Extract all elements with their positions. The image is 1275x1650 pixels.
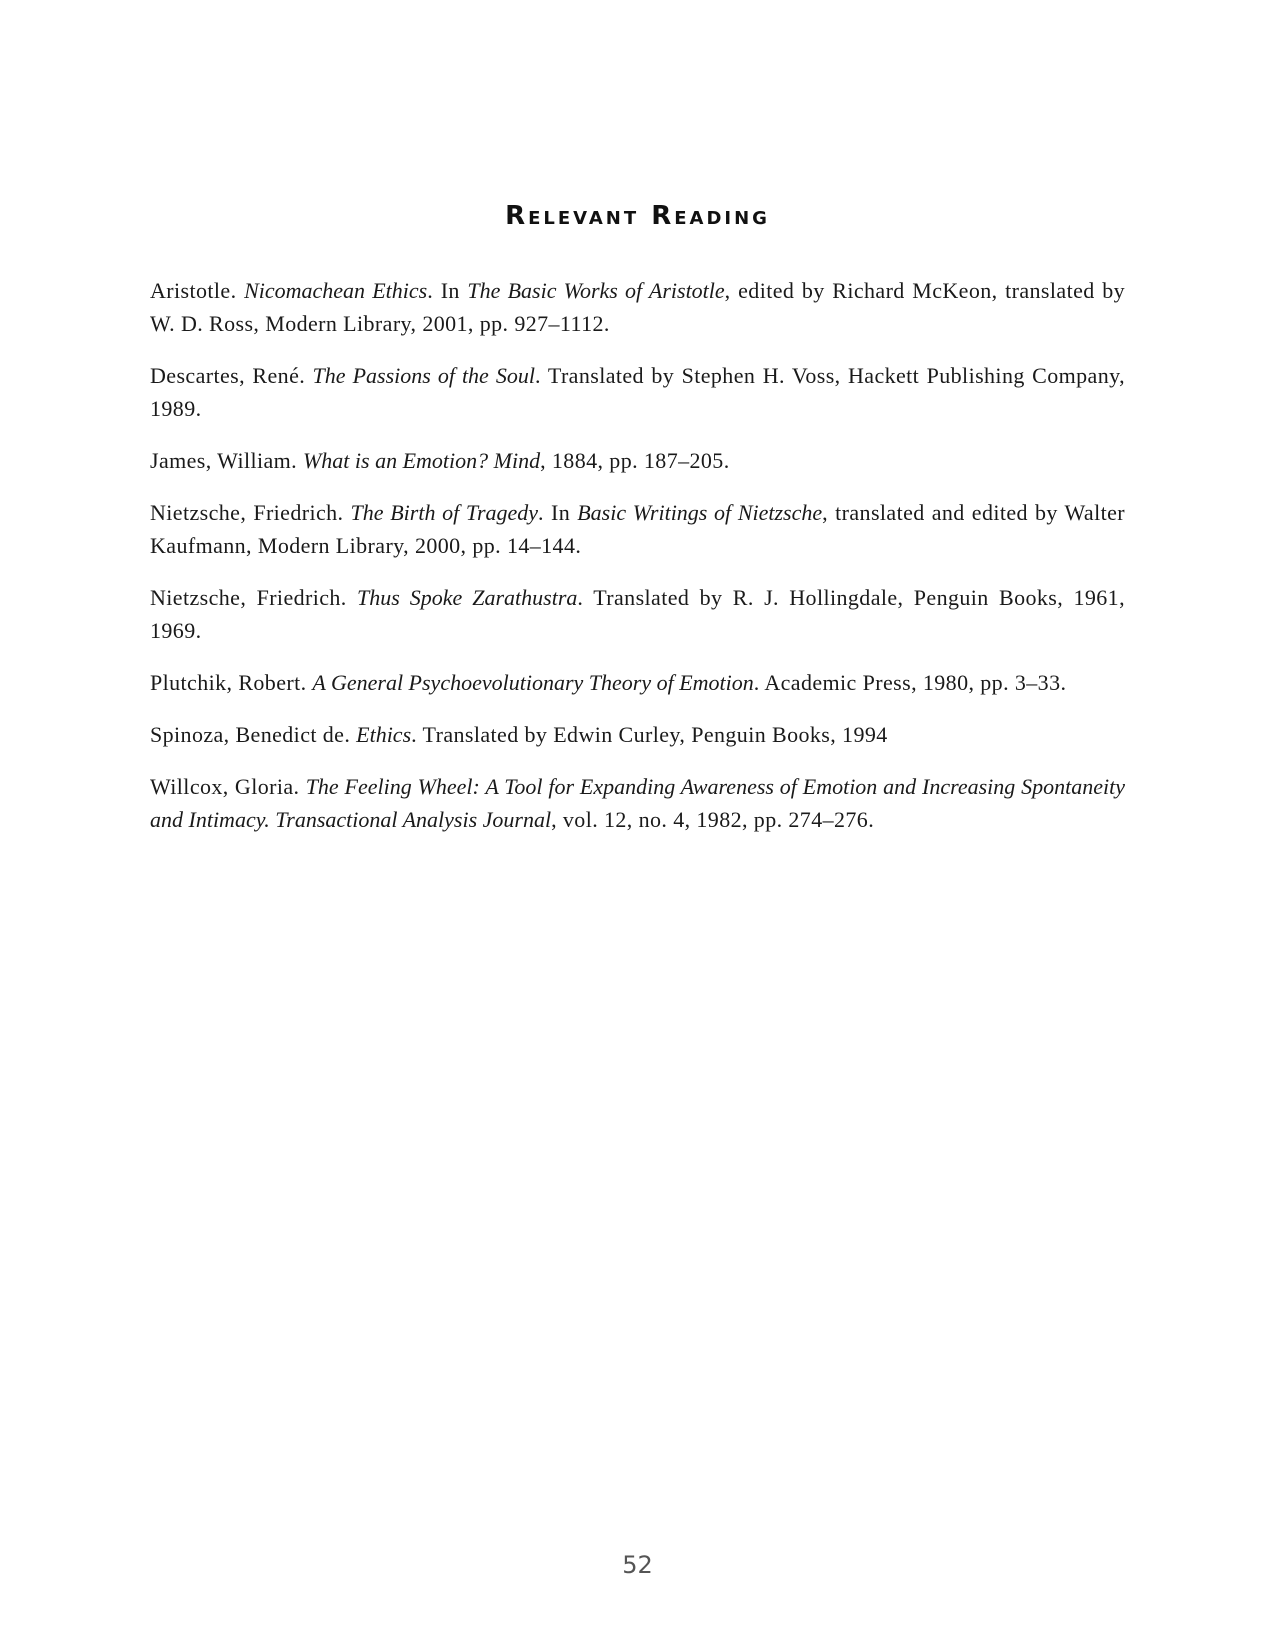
reference-title: Nicomachean Ethics: [244, 278, 428, 303]
reference-entry: [150, 444, 1125, 477]
reference-entry: [150, 274, 1125, 340]
reference-text: Willcox, Gloria.: [150, 774, 306, 799]
reference-text: . Translated by Stephen H. Voss, Hackett Publishing Company, 1989.: [150, 363, 1125, 421]
reference-text: Spinoza, Benedict de.: [150, 722, 357, 747]
reference-title: Basic Writings of Nietzsche: [577, 500, 823, 525]
reference-text: James, William.: [150, 448, 303, 473]
reference-entry: [150, 581, 1125, 647]
reference-text: Plutchik, Robert.: [150, 670, 313, 695]
reference-title: The Birth of Tragedy: [350, 500, 539, 525]
reference-title: The Basic Works of Aristotle: [467, 278, 725, 303]
reference-text: , translated and edited by Walter Kaufmann, Modern Library, 2000, pp. 14–144.: [150, 500, 1125, 558]
reference-text: . In: [427, 278, 468, 303]
reference-list: [150, 274, 1125, 855]
reference-entry: [150, 770, 1125, 836]
reference-entry: [150, 496, 1125, 562]
reference-text: , 1884, pp. 187–205.: [540, 448, 730, 473]
reference-text: , edited by Richard McKeon, translated by W. D. Ross, Modern Library, 2001, pp. 927–1112.: [150, 278, 1126, 336]
reference-text: Nietzsche, Friedrich.: [150, 585, 358, 610]
page-title: Relevant Reading: [505, 201, 770, 231]
reference-text: . Translated by Edwin Curley, Penguin Books, 1994: [411, 722, 888, 747]
reference-title: A General Psychoevolutionary Theory of Emotion: [312, 670, 754, 695]
page-number: 52: [622, 1551, 653, 1579]
reference-title: The Passions of the Soul: [312, 363, 535, 388]
reference-title: Ethics: [356, 722, 412, 747]
reference-entry: [150, 359, 1125, 425]
reference-text: , vol. 12, no. 4, 1982, pp. 274–276.: [551, 807, 875, 832]
reference-text: . Translated by R. J. Hollingdale, Penguin Books, 1961, 1969.: [150, 585, 1125, 643]
reference-entry: [150, 666, 1125, 699]
reference-entry: [150, 718, 1125, 751]
reference-title: The Feeling Wheel: A Tool for Expanding Awareness of Emotion and Increasing Spontaneity and Intimacy. Transactional Analysis Journal: [150, 774, 1125, 832]
reference-text: Nietzsche, Friedrich.: [150, 500, 351, 525]
reference-title: What is an Emotion? Mind: [302, 448, 541, 473]
reference-text: Descartes, René.: [150, 363, 313, 388]
reference-text: . In: [538, 500, 578, 525]
reference-text: Aristotle.: [150, 278, 245, 303]
reference-text: . Academic Press, 1980, pp. 3–33.: [753, 670, 1067, 695]
reference-title: Thus Spoke Zarathustra: [357, 585, 578, 610]
